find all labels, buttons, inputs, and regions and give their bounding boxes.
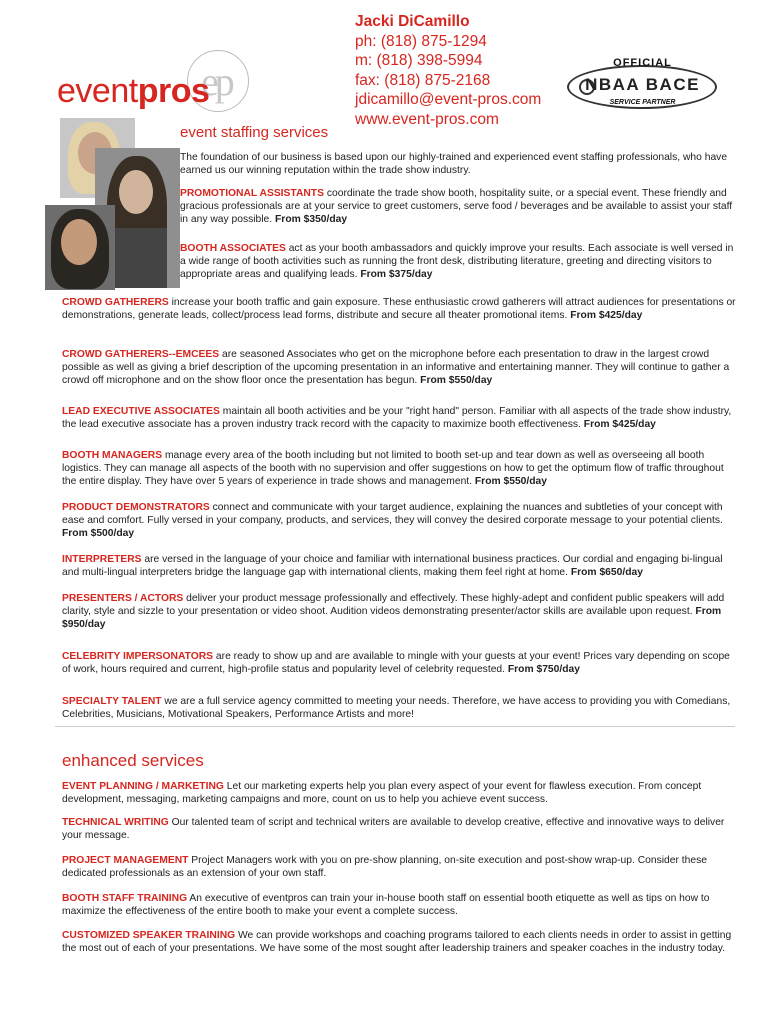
enhanced-item: CUSTOMIZED SPEAKER TRAINING We can provide workshops and coaching programs tailored to each clients needs in order to assist in getting the most out of each of your presentations. We have some of the most sought after leadership trainers and speaker coaches in the industry today. [62, 930, 732, 954]
logo-wordmark: eventpros [57, 72, 210, 110]
enhanced-item: TECHNICAL WRITING Our talented team of script and technical writers are available to develop creative, effective and innovative ways to deliver your message. [62, 817, 725, 841]
badge-official: OFFICIAL [613, 57, 672, 69]
badge-name: NBAA BACE [585, 75, 700, 94]
logo-monogram: ep [201, 59, 231, 104]
staff-photo-3 [45, 205, 115, 290]
enhanced-item: PROJECT MANAGEMENT Project Managers work with you on pre-show planning, on-site execution and post-show wrap-up. Consider these dedicated professionals as an extension of your own staff. [62, 855, 707, 879]
service-item: INTERPRETERS are versed in the language of your choice and familiar with international business practices. Our cordial and engaging bi-lingual and multi-lingual interpreters bridge the language gap with international clients, making them feel right at home. From $650/day [62, 554, 723, 578]
contact-fax: fax: (818) 875-2168 [355, 71, 491, 89]
contact-name: Jacki DiCamillo [355, 13, 470, 30]
eventpros-logo [55, 52, 255, 112]
service-item: PROMOTIONAL ASSISTANTS coordinate the trade show booth, hospitality suite, or a special event. These friendly and gracious professionals are at your service to greet customers, serve food / beverages and be available to assist your staff in any way possible. From $350/day [180, 188, 733, 225]
contact-website[interactable]: www.event-pros.com [355, 110, 499, 128]
service-item: BOOTH ASSOCIATES act as your booth ambassadors and quickly improve your results. Each associate is well versed in a wide range of booth activities such as running the front desk, distributing literature, greeting and directing visitors to appropriate areas and qualifying leads. From $375/day [180, 243, 734, 280]
enhanced-item: EVENT PLANNING / MARKETING Let our marketing experts help you plan every aspect of your event for flawless execution. From concept development, messaging, marketing campaigns and more, count on us to help you achieve event success. [62, 781, 702, 805]
contact-phone[interactable]: ph: (818) 875-1294 [355, 32, 487, 50]
service-item: PRESENTERS / ACTORS deliver your product message professionally and effectively. These highly-adept and confident public speakers will add clarity, style and sizzle to your presentation or video shoot. Audition videos demonstrating presenter/actor skills are available upon request. From $950/day [62, 593, 725, 630]
service-item: LEAD EXECUTIVE ASSOCIATES maintain all booth activities and be your "right hand" person. Familiar with all aspects of the trade show industry, the lead executive associate has a proven industry track record with the capacity to maximize booth effectiveness. From $425/day [62, 406, 732, 430]
contact-email[interactable]: jdicamillo@event-pros.com [355, 91, 542, 108]
service-item: PRODUCT DEMONSTRATORS connect and communicate with your target audience, explaining the nuances and subtleties of your concept with ease and comfort. Fully versed in your company, products, and services, they will convey the desired corporate message to your potential clients. From $500/day [62, 502, 723, 539]
nbaa-bace-badge [565, 55, 720, 117]
service-item: BOOTH MANAGERS manage every area of the booth including but not limited to booth set-up and tear down as well as overseeing all booth logistics. They can manage all aspects of the booth with no supervision and offer suggestions on how to get the optimum flow of traffic throughout the entire display. They have over 5 years of experience in trade shows and management. From $550/day [62, 450, 724, 487]
service-item: CELEBRITY IMPERSONATORS are ready to show up and are available to mingle with your guests at your event! Prices vary depending on scope of work, hours required and current, high-profile status and popularity level of celebrity requested. From $750/day [62, 651, 730, 675]
service-item: CROWD GATHERERS--EMCEES are seasoned Associates who get on the microphone before each presentation to draw in the largest crowd possible as well as giving a brief description of the upcoming presentation in an informative and entertaining manner. They will continue to gather a crowd off microphone and on the show floor once the presentation has begun. From $550/day [62, 349, 730, 386]
service-item: SPECIALTY TALENT we are a full service agency committed to meeting your needs. Therefore, we have access to providing you with Comedians, Celebrities, Musicians, Motivational Speakers, Performance Artists and more! [62, 696, 731, 720]
section-title-staffing: event staffing services [180, 124, 329, 141]
staffing-intro: The foundation of our business is based upon our highly-trained and experienced event staffing professionals, who have earned us our winning reputation within the trade show industry. [180, 152, 728, 176]
service-item: CROWD GATHERERS increase your booth traffic and gain exposure. These enthusiastic crowd gatherers will attract audiences for presentations or demonstrations, generate leads, collect/process lead forms, distribute and secure all theater promotional items. From $425/day [62, 297, 736, 321]
contact-mobile[interactable]: m: (818) 398-5994 [355, 52, 483, 69]
badge-partner: SERVICE PARTNER [609, 99, 676, 106]
enhanced-item: BOOTH STAFF TRAINING An executive of eventpros can train your in-house booth staff on essential booth etiquette as well as tips on how to maximize the effectiveness of the entire booth to make your event a complete success. [62, 893, 710, 917]
section-divider [55, 726, 735, 727]
section-title-enhanced: enhanced services [62, 751, 204, 770]
